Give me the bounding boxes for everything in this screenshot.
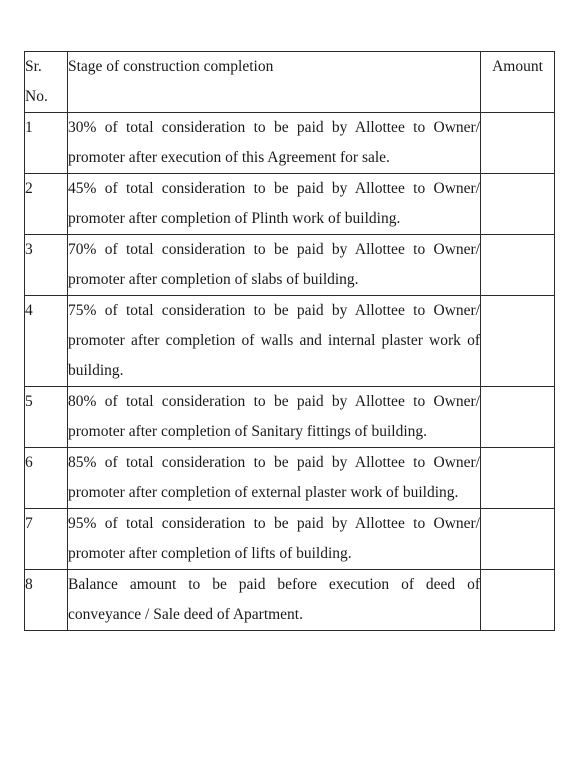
stage-cell: 95% of total consideration to be paid by Allottee to Owner/ promoter after completion of lifts of building.: [68, 509, 481, 570]
amount-cell: [481, 509, 555, 570]
amount-cell: [481, 113, 555, 174]
table-row: [25, 174, 555, 235]
amount-cell: [481, 174, 555, 235]
table-row: [25, 570, 555, 631]
header-sr-no: Sr. No.: [25, 52, 68, 113]
stage-cell: 45% of total consideration to be paid by Allottee to Owner/ promoter after completion of Plinth work of building.: [68, 174, 481, 235]
stage-cell: Balance amount to be paid before execution of deed of conveyance / Sale deed of Apartment.: [68, 570, 481, 631]
header-amount: Amount: [481, 52, 555, 113]
sr-no-cell: 7: [25, 509, 68, 570]
table-row: [25, 235, 555, 296]
amount-cell: [481, 235, 555, 296]
amount-cell: [481, 570, 555, 631]
amount-cell: [481, 387, 555, 448]
table-header-row: [25, 52, 555, 113]
sr-no-cell: 8: [25, 570, 68, 631]
sr-no-cell: 5: [25, 387, 68, 448]
sr-no-cell: 1: [25, 113, 68, 174]
table-row: [25, 387, 555, 448]
table-row: [25, 509, 555, 570]
stage-cell: 75% of total consideration to be paid by Allottee to Owner/ promoter after completion of walls and internal plaster work of building.: [68, 296, 481, 387]
stage-cell: 85% of total consideration to be paid by Allottee to Owner/ promoter after completion of external plaster work of building.: [68, 448, 481, 509]
table-row: [25, 448, 555, 509]
payment-schedule-table: [24, 51, 555, 631]
stage-cell: 80% of total consideration to be paid by Allottee to Owner/ promoter after completion of Sanitary fittings of building.: [68, 387, 481, 448]
table-row: [25, 296, 555, 387]
sr-no-cell: 3: [25, 235, 68, 296]
amount-cell: [481, 296, 555, 387]
sr-no-cell: 4: [25, 296, 68, 387]
header-stage: Stage of construction completion: [68, 52, 481, 113]
sr-no-cell: 2: [25, 174, 68, 235]
sr-no-cell: 6: [25, 448, 68, 509]
stage-cell: 30% of total consideration to be paid by Allottee to Owner/ promoter after execution of this Agreement for sale.: [68, 113, 481, 174]
table-row: [25, 113, 555, 174]
stage-cell: 70% of total consideration to be paid by Allottee to Owner/ promoter after completion of slabs of building.: [68, 235, 481, 296]
amount-cell: [481, 448, 555, 509]
